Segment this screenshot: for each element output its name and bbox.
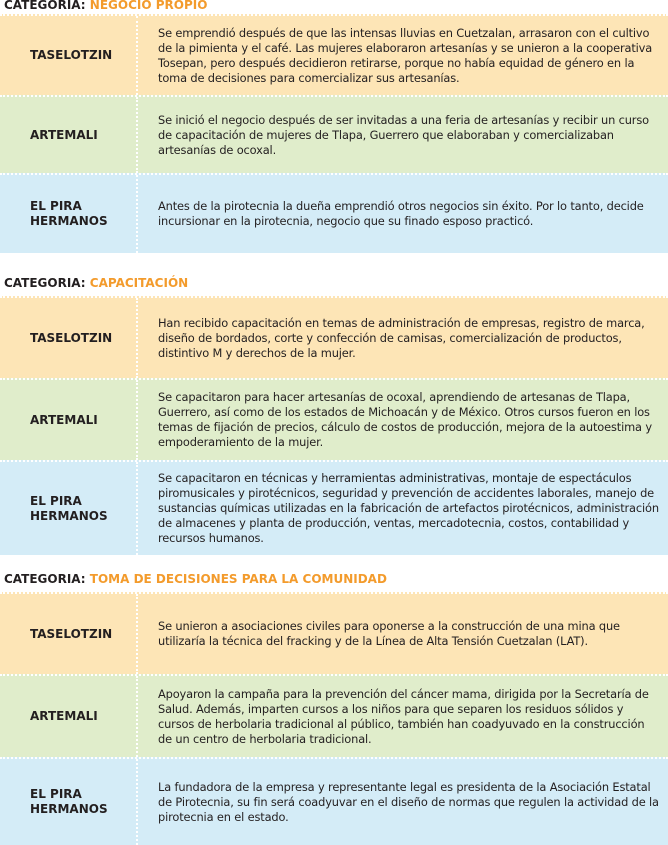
company-name: ARTEMALI <box>0 380 138 460</box>
category-name: NEGOCIO PROPIO <box>89 0 208 12</box>
category-label: CATEGORIA: <box>4 572 86 586</box>
table-row <box>0 674 668 757</box>
row-description <box>140 759 668 845</box>
category-heading <box>0 270 668 296</box>
row-description <box>140 594 668 674</box>
description-text: La fundadora de la empresa y representante legal es presidenta de la Asociación Estatal de Pirotecnia, su fin será coadyuvar en el diseño de normas que regulen la actividad de la pirotecnia en el estado. <box>158 779 659 824</box>
category-label: CATEGORIA: <box>4 276 86 290</box>
company-name: TASELOTZIN <box>0 298 138 378</box>
description-text: Apoyaron la campaña para la prevención del cáncer mama, dirigida por la Secretaría de Salud. Además, imparten cursos a los niños para que separen los residuos sólidos y cursos de herbolaria tradicional al público, también han coadyuvado en la construcción de un centro de herbolaria tradicional. <box>158 686 649 746</box>
category-label: CATEGORIA: <box>4 0 86 12</box>
table-row <box>0 460 668 555</box>
company-name: ARTEMALI <box>0 676 138 757</box>
row-description <box>140 175 668 253</box>
category-heading <box>0 0 668 14</box>
section-negocio-propio <box>0 0 668 253</box>
table-row <box>0 378 668 460</box>
description-text: Se inició el negocio después de ser invitadas a una feria de artesanías y recibir un curso de capacitación de mujeres de Tlapa, Guerrero que elaboraban y comercializaban artesanías de ocoxal. <box>158 112 649 157</box>
description-text: Se unieron a asociaciones civiles para oponerse a la construcción de una mina que utilizaría la técnica del fracking y de la Línea de Alta Tensión Cuetzalan (LAT). <box>158 619 620 648</box>
description-text: Antes de la pirotecnia la dueña emprendió otros negocios sin éxito. Por lo tanto, decide incursionar en la pirotecnia, negocio que su finado esposo practicó. <box>158 199 644 228</box>
section-capacitacion <box>0 270 668 555</box>
description-text: Se capacitaron para hacer artesanías de ocoxal, aprendiendo de artesanas de Tlapa, Guerrero, así como de los estados de Michoacán y de México. Otros cursos fueron en los temas de fijación de precios, cálculo de costos de producción, mejora de la autoestima y empoderamiento de la mujer. <box>158 390 652 449</box>
description-text: Se capacitaron en técnicas y herramientas administrativas, montaje de espectáculos piromusicales y pirotécnicos, seguridad y prevención de accidentes laborales, manejo de sustancias químicas utilizadas en la fabricación de artefactos pirotécnicos, administración de almacenes y planta de producción, ventas, mercadotecnia, costos, contabilidad y recursos humanos. <box>158 471 659 545</box>
table-row <box>0 296 668 378</box>
table-row <box>0 95 668 173</box>
table-row <box>0 757 668 845</box>
row-description <box>140 462 668 555</box>
section-toma-de-decisiones <box>0 566 668 845</box>
category-name: CAPACITACIÓN <box>89 276 189 290</box>
company-name: ARTEMALI <box>0 97 138 173</box>
company-name: TASELOTZIN <box>0 16 138 95</box>
company-name: EL PIRA HERMANOS <box>0 462 138 555</box>
table-row <box>0 592 668 674</box>
company-name: EL PIRA HERMANOS <box>0 175 138 253</box>
company-name: EL PIRA HERMANOS <box>0 759 138 845</box>
row-description <box>140 298 668 378</box>
row-description <box>140 16 668 95</box>
description-text: Han recibido capacitación en temas de administración de empresas, registro de marca, diseño de bordados, corte y confección de camisas, comercialización de productos, distintivo M y derechos de la mujer. <box>158 315 645 360</box>
table-row <box>0 173 668 253</box>
company-name: TASELOTZIN <box>0 594 138 674</box>
description-text: Se emprendió después de que las intensas lluvias en Cuetzalan, arrasaron con el cultivo de la pimienta y el café. Las mujeres elaboraron artesanías y se unieron a la cooperativa Tosepan, pero después decidieron retirarse, porque no había equidad de género en la toma de decisiones para comercializar sus artesanías. <box>158 25 653 85</box>
table-row <box>0 14 668 95</box>
category-name: TOMA DE DECISIONES PARA LA COMUNIDAD <box>89 572 387 586</box>
row-description <box>140 676 668 757</box>
row-description <box>140 97 668 173</box>
category-heading <box>0 566 668 592</box>
row-description <box>140 380 668 460</box>
